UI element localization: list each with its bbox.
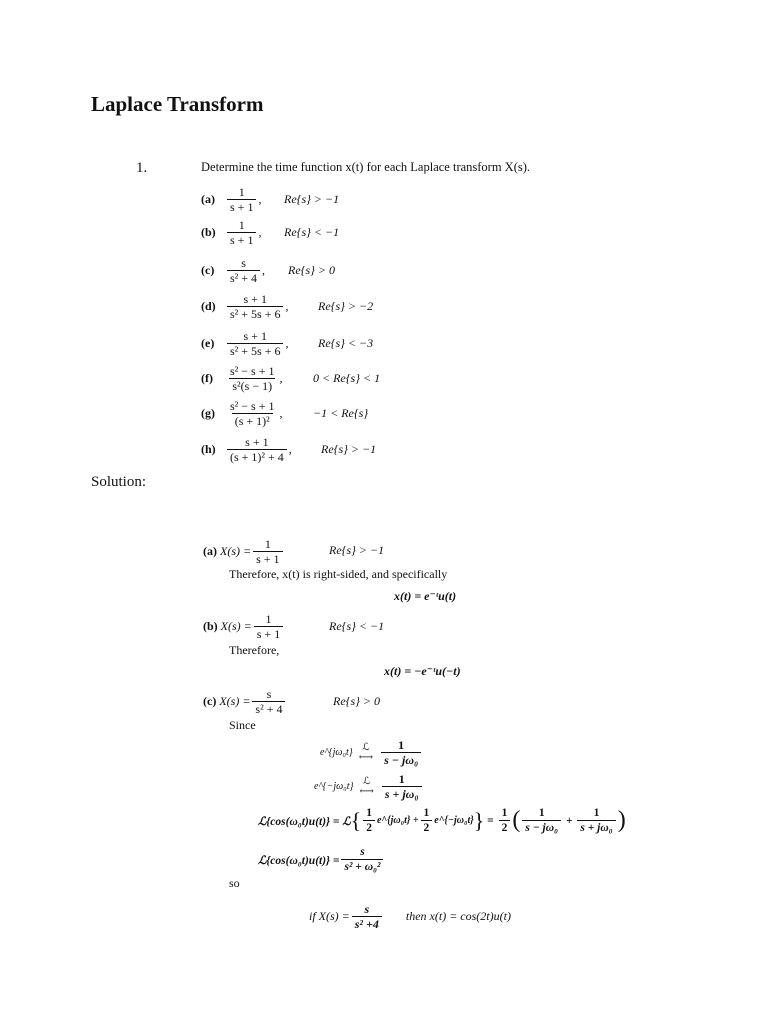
- problem-fraction: [227, 185, 256, 214]
- solution-c-since: Since: [229, 718, 256, 732]
- denominator: s² + 4: [227, 270, 260, 285]
- half-fraction: [363, 806, 375, 835]
- problem-fraction: [227, 435, 287, 464]
- problem-item: [201, 185, 261, 214]
- problem-item: [201, 364, 282, 393]
- denominator: (s + 1)² + 4: [227, 449, 287, 464]
- numerator: s: [364, 902, 370, 916]
- equals: =: [487, 814, 494, 827]
- denominator: 2: [421, 820, 433, 835]
- denominator: s²(s − 1): [229, 378, 275, 393]
- transform-arrow-icon: ℒ ⟷: [359, 775, 374, 797]
- numerator: 1: [538, 807, 545, 819]
- problem-number: 1.: [136, 160, 148, 176]
- comma: ,: [279, 406, 283, 420]
- numerator: s² − s + 1: [230, 399, 275, 413]
- denominator: s + 1: [254, 626, 283, 641]
- solution-c-final: [309, 902, 511, 931]
- numerator: 1: [366, 807, 372, 819]
- problem-label: (d): [201, 299, 216, 313]
- solution-b-roc: Re{s} < −1: [329, 619, 385, 633]
- solution-a-roc: Re{s} > −1: [329, 543, 385, 557]
- numerator: 1: [264, 537, 271, 551]
- problem-label: (g): [201, 406, 215, 420]
- comma: ,: [288, 442, 292, 456]
- pair-2-time: e^{−jω₀t}: [314, 781, 354, 792]
- solution-a-fraction: [253, 537, 282, 566]
- cos-transform-result: [258, 845, 385, 874]
- denominator: s + jω₀: [577, 820, 615, 835]
- comma: ,: [258, 225, 262, 239]
- denominator: 2: [363, 820, 375, 835]
- denominator: (s + 1)²: [232, 413, 273, 428]
- numerator: 1: [593, 807, 600, 819]
- problem-item: [201, 256, 265, 285]
- cos-mid-2: e^{−jω₀t}: [434, 815, 474, 826]
- numerator: 1: [398, 772, 405, 786]
- numerator: 1: [423, 807, 430, 819]
- problem-roc: −1 < Re{s}: [313, 406, 369, 420]
- transform-pair-2: [314, 772, 424, 801]
- comma: ,: [285, 299, 289, 313]
- numerator: s: [241, 256, 246, 270]
- problem-roc: Re{s} < −3: [318, 336, 374, 350]
- denominator: s² + 5s + 6: [227, 306, 283, 321]
- cos-transform-equation: ℒ{cos(ω₀t)u(t)} = ℒ { $\frac{1}{2}$ e^{jω₀t} + $\frac{1}{2}$ e^{−jω₀t} } = $\frac{1}{2}$ ( $\frac{1}{\text{s − jω₀}}$ + $\frac{1}{\text{s + jω₀}}$ ): [258, 807, 626, 834]
- denominator: s + 1: [227, 199, 256, 214]
- final-then: then x(t) = cos(2t)u(t): [405, 909, 511, 923]
- numerator: 1: [265, 612, 272, 626]
- solution-a-lhs: X(s) =: [220, 544, 252, 558]
- numerator: 1: [501, 807, 508, 819]
- transform-pair-1: [320, 738, 423, 767]
- solution-a-label: (a): [203, 544, 217, 558]
- numerator: 1: [398, 738, 405, 752]
- solution-c-lhs: X(s) =: [219, 694, 251, 708]
- solution-b-equation: [203, 612, 285, 641]
- solution-c-so: so: [229, 876, 240, 890]
- transform-symbol: ℒ: [362, 741, 370, 753]
- comma: ,: [258, 192, 262, 206]
- problem-label: (h): [201, 442, 216, 456]
- cos2-lhs: ℒ{cos(ω₀t)u(t)} =: [258, 854, 340, 867]
- problem-item: [201, 292, 288, 321]
- solution-b-note: Therefore,: [229, 643, 280, 657]
- problem-fraction: [227, 364, 277, 393]
- problem-fraction: [227, 256, 260, 285]
- half-fraction: [499, 806, 511, 835]
- solution-c-label: (c): [203, 694, 217, 708]
- problem-roc: Re{s} > −1: [284, 192, 340, 206]
- cos-mid: e^{jω₀t} +: [376, 815, 419, 826]
- denominator: s − jω₀: [522, 820, 561, 835]
- denominator: s + jω₀: [382, 786, 422, 801]
- solution-b-fraction: [254, 612, 283, 641]
- solution-a-result: x(t) = e⁻ᵗu(t): [394, 589, 457, 603]
- solution-b-result: x(t) = −e⁻ᵗu(−t): [384, 664, 461, 678]
- final-fraction: [352, 902, 382, 931]
- comma: ,: [262, 263, 266, 277]
- pair-2-fraction: [382, 772, 422, 801]
- problem-roc: Re{s} < −1: [284, 225, 340, 239]
- problem-label: (a): [201, 192, 215, 206]
- problem-fraction: [227, 329, 283, 358]
- solution-label: Solution:: [91, 474, 147, 490]
- denominator: s − jω₀: [381, 752, 421, 767]
- problem-label: (c): [201, 263, 215, 277]
- numerator: s² − s + 1: [230, 364, 275, 378]
- denominator: s + 1: [253, 551, 282, 566]
- pair-1-fraction: [381, 738, 421, 767]
- problem-item: [201, 329, 288, 358]
- problem-roc: Re{s} > −1: [321, 442, 377, 456]
- problem-roc: Re{s} > −2: [318, 299, 374, 313]
- numerator: s: [360, 846, 365, 858]
- cos2-fraction: [341, 845, 383, 874]
- problem-item: [201, 399, 282, 428]
- problem-label: (b): [201, 225, 216, 239]
- comma: ,: [285, 336, 289, 350]
- right-fraction-1: [522, 806, 561, 835]
- problem-roc: Re{s} > 0: [288, 263, 336, 277]
- numerator: 1: [238, 185, 245, 199]
- solution-a-note: Therefore, x(t) is right-sided, and specifically: [229, 567, 448, 581]
- cos-lhs: ℒ{cos(ω₀t)u(t)} = ℒ: [258, 815, 351, 828]
- problem-label: (f): [201, 371, 213, 385]
- denominator: s² + 5s + 6: [227, 343, 283, 358]
- right-fraction-2: [577, 806, 615, 835]
- numerator: s + 1: [245, 435, 269, 449]
- pair-1-time: e^{jω₀t}: [320, 747, 353, 758]
- problem-roc: 0 < Re{s} < 1: [313, 371, 381, 385]
- numerator: s + 1: [243, 329, 267, 343]
- denominator: s² + ω₀²: [341, 859, 383, 874]
- denominator: 2: [499, 820, 511, 835]
- problem-item: [201, 435, 292, 464]
- half-fraction: [421, 806, 433, 835]
- problem-fraction: [227, 399, 277, 428]
- problem-item: [201, 218, 261, 247]
- solution-a-equation: [203, 537, 285, 566]
- solution-b-lhs: X(s) =: [220, 619, 252, 633]
- problem-label: (e): [201, 336, 215, 350]
- page-heading: Laplace Transform: [91, 92, 264, 116]
- solution-c-equation: [203, 687, 287, 716]
- transform-arrow-icon: ℒ ⟷: [358, 741, 374, 763]
- solution-b-label: (b): [203, 619, 218, 633]
- final-if: if X(s) =: [309, 909, 350, 923]
- comma: ,: [279, 371, 283, 385]
- numerator: 1: [238, 218, 245, 232]
- problem-fraction: [227, 218, 256, 247]
- denominator: s + 1: [227, 232, 256, 247]
- transform-symbol: ℒ: [363, 775, 371, 787]
- problem-fraction: [227, 292, 283, 321]
- numerator: s + 1: [243, 292, 267, 306]
- solution-c-fraction: [252, 687, 285, 716]
- problem-prompt: Determine the time function x(t) for each Laplace transform X(s).: [201, 160, 531, 174]
- solution-c-roc: Re{s} > 0: [333, 694, 381, 708]
- denominator: s² + 4: [252, 701, 285, 716]
- denominator: s² +4: [352, 916, 382, 931]
- numerator: s: [266, 687, 272, 701]
